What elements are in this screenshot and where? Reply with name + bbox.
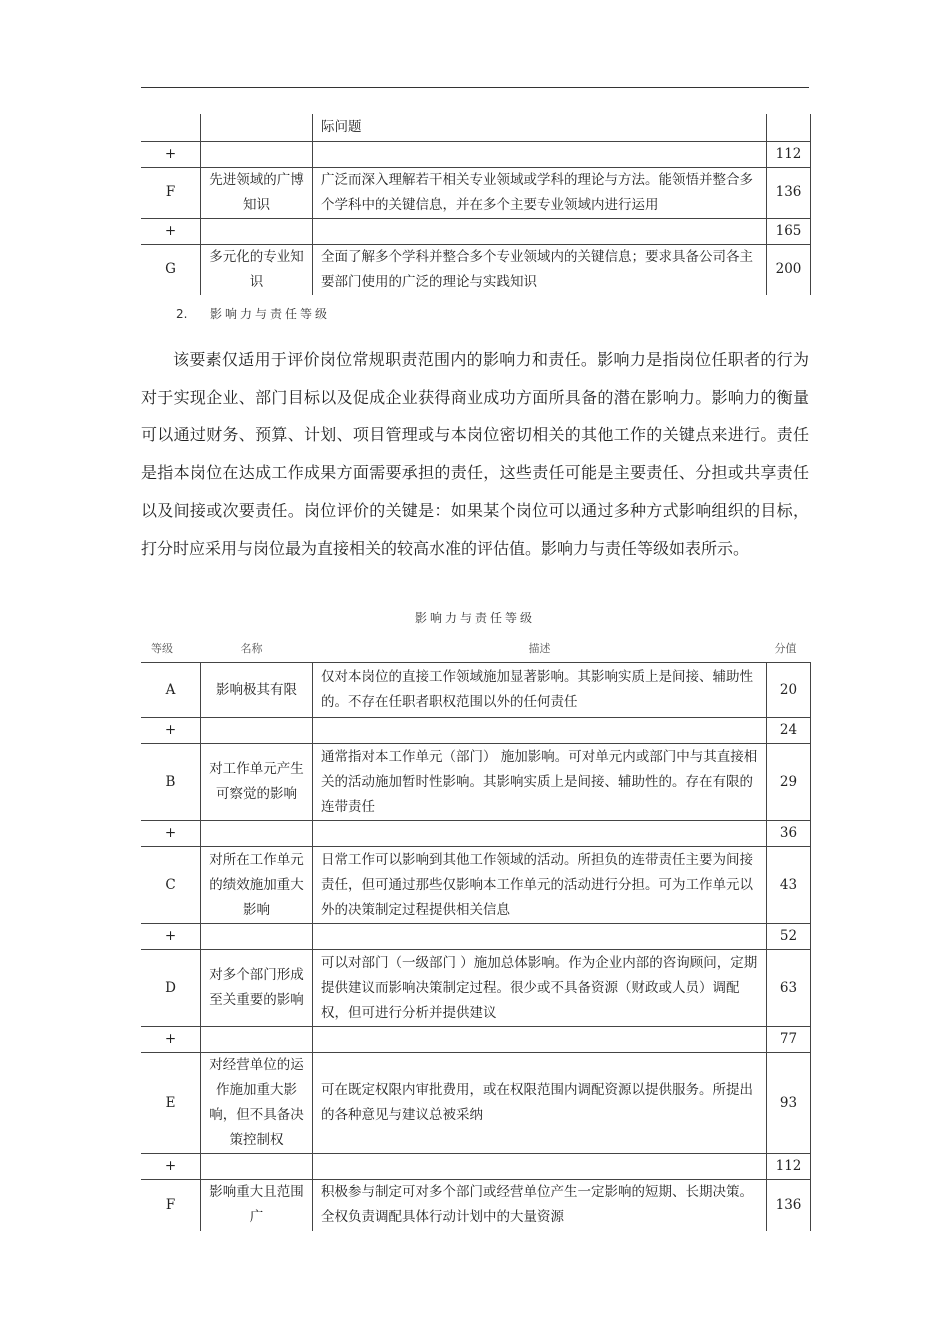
- score-cell: 43: [767, 847, 811, 924]
- grade-cell: [141, 114, 201, 141]
- grade-cell: D: [165, 979, 176, 996]
- table-row: [141, 1027, 811, 1053]
- desc-cell: 际问题: [321, 118, 362, 135]
- name-cell: [201, 141, 313, 167]
- score-cell: 20: [767, 663, 811, 718]
- score-cell: 24: [767, 718, 811, 744]
- section-heading: [176, 305, 330, 322]
- grade-cell: +: [164, 222, 177, 239]
- name-cell: 对经营单位的运作施加重大影响，但不具备决策控制权: [201, 1053, 313, 1154]
- desc-cell: 广泛而深入理解若干相关专业领域或学科的理论与方法。能领悟并整合多个学科中的关键信息，并在多个主要专业领域内进行运用: [321, 171, 753, 213]
- score-cell: 200: [767, 244, 811, 295]
- table-caption: 影响力与责任等级: [414, 611, 535, 625]
- table-row: [141, 244, 811, 295]
- score-cell: 112: [767, 1154, 811, 1180]
- grade-cell: +: [164, 145, 177, 162]
- grade-cell: C: [165, 876, 176, 893]
- grade-cell: +: [164, 928, 177, 944]
- name-cell: 对所在工作单元的绩效施加重大影响: [201, 847, 313, 924]
- grade-cell: G: [165, 261, 176, 278]
- desc-cell: [313, 1154, 767, 1180]
- table-row: [141, 950, 811, 1027]
- desc-cell: 可以对部门（一级部门 ）施加总体影响。作为企业内部的咨询顾问，定期提供建议而影响决策制定过程。很少或不具备资源（财政或人员）调配权，但可进行分析并提供建议: [321, 954, 758, 1021]
- score-cell: 136: [767, 167, 811, 218]
- desc-cell: 积极参与制定可对多个部门或经营单位产生一定影响的短期、长期决策。全权负责调配具体行动计划中的大量资源: [321, 1184, 753, 1226]
- grade-cell: +: [164, 1031, 177, 1047]
- name-cell: 对工作单元产生可察觉的影响: [201, 744, 313, 821]
- desc-cell: [313, 718, 767, 744]
- table-row: [141, 847, 811, 924]
- score-cell: 52: [767, 924, 811, 950]
- section-title: 影响力与责任等级: [210, 307, 331, 321]
- grade-cell: F: [165, 1196, 176, 1213]
- name-cell: 多元化的专业知识: [201, 244, 313, 295]
- table-row: [141, 663, 811, 718]
- score-cell: 165: [767, 218, 811, 244]
- desc-cell: 可在既定权限内审批费用，或在权限范围内调配资源以提供服务。所提出的各种意见与建议总被采纳: [321, 1082, 753, 1123]
- score-cell: 136: [767, 1180, 811, 1231]
- grade-cell: +: [164, 825, 177, 841]
- name-cell: [201, 1027, 313, 1053]
- desc-cell: [313, 141, 767, 167]
- desc-cell: [313, 924, 767, 950]
- score-cell: 77: [767, 1027, 811, 1053]
- desc-cell: [313, 821, 767, 847]
- name-cell: 影响重大且范围广: [201, 1180, 313, 1231]
- table-row: [141, 718, 811, 744]
- table-header-row: [141, 636, 811, 663]
- table-row: [141, 167, 811, 218]
- desc-cell: 日常工作可以影响到其他工作领域的活动。所担负的连带责任主要为间接责任，但可通过那些仅影响本工作单元的活动进行分担。可为工作单元以外的决策制定过程提供相关信息: [321, 851, 753, 918]
- name-cell: 影响极其有限: [201, 663, 313, 718]
- grade-cell: +: [164, 1158, 177, 1174]
- grade-cell: A: [165, 681, 176, 698]
- influence-responsibility-table: [141, 636, 811, 1231]
- grade-cell: +: [164, 722, 177, 738]
- table-row: [141, 924, 811, 950]
- name-cell: [201, 821, 313, 847]
- name-cell: [201, 114, 313, 141]
- name-cell: 先进领域的广博知识: [201, 167, 313, 218]
- grade-cell: F: [165, 184, 176, 200]
- header-grade: 等级: [151, 642, 173, 655]
- table-row: [141, 141, 811, 167]
- desc-cell: [313, 218, 767, 244]
- grade-cell: E: [165, 1094, 176, 1111]
- header-rule: [141, 87, 809, 88]
- body-paragraph: 该要素仅适用于评价岗位常规职责范围内的影响力和责任。影响力是指岗位任职者的行为对于实现企业、部门目标以及促成企业获得商业成功方面所具备的潜在影响力。影响力的衡量可以通过财务、预算、计划、项目管理或与本岗位密切相关的其他工作的关键点来进行。责任是指本岗位在达成工作成果方面需要承担的责任，这些责任可能是主要责任、分担或共享责任以及间接或次要责任。岗位评价的关键是：如果某个岗位可以通过多种方式影响组织的目标，打分时应采用与岗位最为直接相关的较高水准的评估值。影响力与责任等级如表所示。: [141, 350, 809, 558]
- name-cell: [201, 1154, 313, 1180]
- header-desc: 描述: [528, 642, 551, 655]
- table-row: [141, 821, 811, 847]
- desc-cell: 全面了解多个学科并整合多个专业领域内的关键信息；要求具备公司各主要部门使用的广泛的理论与实践知识: [321, 248, 753, 290]
- desc-cell: 通常指对本工作单元（部门） 施加影响。可对单元内或部门中与其直接相关的活动施加暂时性影响。其影响实质上是间接、辅助性的。存在有限的连带责任: [321, 748, 758, 815]
- name-cell: [201, 924, 313, 950]
- score-cell: 93: [767, 1053, 811, 1154]
- score-cell: 63: [767, 950, 811, 1027]
- section-number: 2.: [176, 307, 188, 321]
- header-name: 名称: [240, 642, 263, 655]
- score-cell: 36: [767, 821, 811, 847]
- name-cell: 对多个部门形成至关重要的影响: [201, 950, 313, 1027]
- table-row: [141, 218, 811, 244]
- table-row: [141, 1154, 811, 1180]
- table-row: [141, 1180, 811, 1231]
- table-row: [141, 744, 811, 821]
- name-cell: [201, 218, 313, 244]
- knowledge-level-table-continued: [141, 114, 811, 295]
- header-score: 分值: [774, 642, 797, 655]
- score-cell: 29: [767, 744, 811, 821]
- table-row: [141, 114, 811, 141]
- table-row: [141, 1053, 811, 1154]
- grade-cell: B: [165, 773, 176, 790]
- desc-cell: 仅对本岗位的直接工作领域施加显著影响。其影响实质上是间接、辅助性的。不存在任职者职权范围以外的任何责任: [321, 669, 753, 710]
- name-cell: [201, 718, 313, 744]
- desc-cell: [313, 1027, 767, 1053]
- score-cell: 112: [767, 141, 811, 167]
- score-cell: [767, 114, 811, 141]
